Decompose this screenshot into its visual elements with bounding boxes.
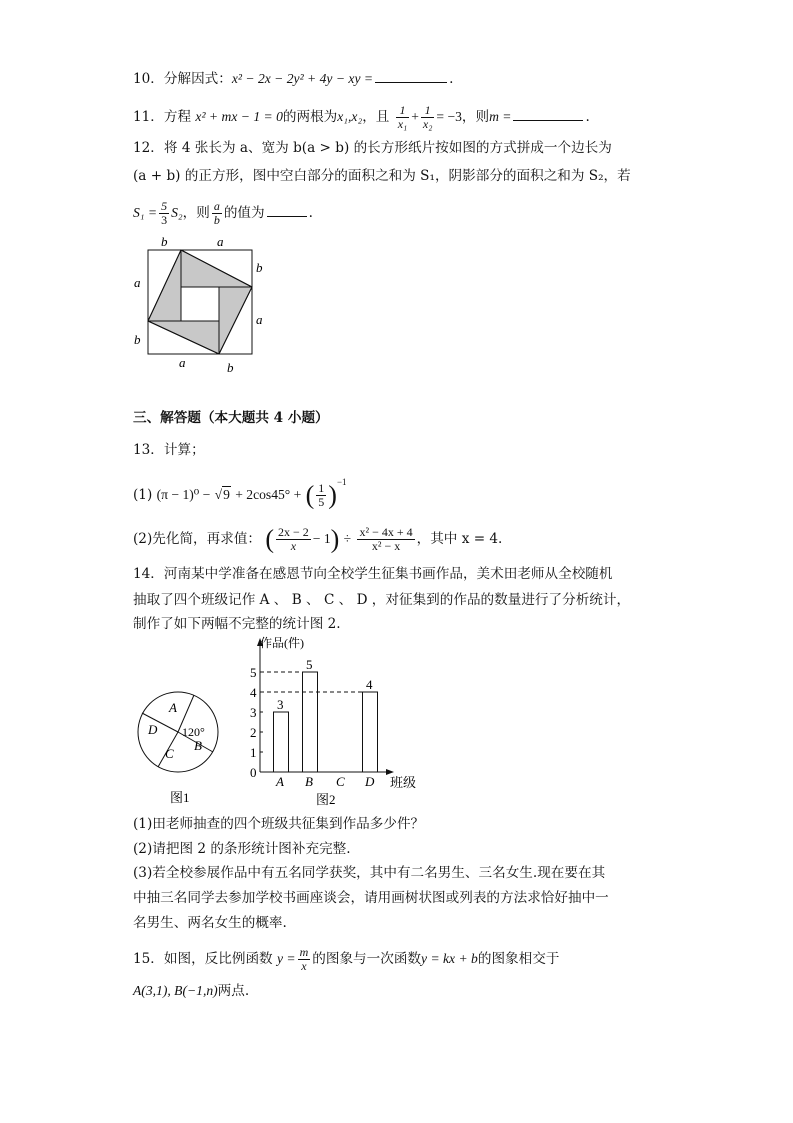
question-text: 两点. bbox=[217, 983, 250, 999]
radicand: 9 bbox=[223, 487, 230, 502]
numerator: 1 bbox=[396, 104, 410, 118]
answer-blank bbox=[513, 119, 583, 121]
label-right-b: b bbox=[256, 260, 263, 275]
section-heading: 三、解答题（本大题共 4 小题） bbox=[133, 410, 329, 426]
x-category-label: D bbox=[365, 774, 375, 789]
fraction bbox=[212, 200, 222, 227]
label-bottom-a: a bbox=[179, 355, 186, 370]
points: A(3,1), B(−1,n) bbox=[133, 983, 218, 998]
denominator: b bbox=[213, 213, 220, 228]
bar-data-label: 4 bbox=[366, 677, 373, 692]
denominator: 5 bbox=[318, 495, 325, 509]
numerator: 1 bbox=[421, 104, 435, 118]
y-ticks bbox=[250, 665, 263, 780]
label-left-b: b bbox=[134, 332, 141, 347]
paren-open: ( bbox=[265, 524, 275, 554]
label-top-a: a bbox=[217, 234, 224, 249]
question-number: 14． bbox=[133, 566, 164, 582]
question-text: ，则 bbox=[182, 205, 210, 222]
s2: S₂ bbox=[171, 205, 183, 221]
question-number: 13． bbox=[133, 442, 164, 458]
denominator: x₁ bbox=[397, 117, 408, 132]
fraction bbox=[276, 526, 311, 553]
label-bottom-b: b bbox=[227, 360, 234, 375]
blank-inner-square bbox=[181, 287, 219, 321]
pie-label-a: A bbox=[169, 700, 177, 715]
divide-sign: ÷ bbox=[343, 531, 352, 547]
fraction bbox=[421, 104, 435, 131]
expression: + 2cos45° + bbox=[235, 487, 302, 502]
question-text: (a + b) 的正方形，图中空白部分的面积之和为 S₁，阴影部分的面积之和为 S₂，若 bbox=[133, 168, 631, 184]
question-12-line-2 bbox=[133, 170, 631, 184]
question-text: ，且 bbox=[362, 109, 390, 126]
pie-angle-label: 120° bbox=[182, 725, 205, 739]
answer-blank bbox=[267, 215, 307, 217]
label-left-a: a bbox=[134, 275, 141, 290]
question-14-sub-3-line-1: (3)若全校参展作品中有五名同学获奖，其中有二名男生、三名女生.现在要在其 bbox=[133, 865, 606, 881]
question-14-sub-3-line-3: 名男生、两名女生的概率. bbox=[133, 915, 287, 931]
fraction bbox=[316, 482, 326, 509]
question-text: ，则 bbox=[461, 109, 490, 126]
question-15-line-2 bbox=[133, 984, 249, 999]
bars bbox=[260, 657, 378, 772]
answer-blank bbox=[375, 81, 447, 83]
linear-function: y = kx + b bbox=[421, 951, 478, 967]
bar bbox=[274, 712, 289, 772]
question-text: 的图象与一次函数 bbox=[312, 951, 422, 968]
paren-close: ) bbox=[330, 524, 340, 554]
question-text: 将 4 张长为 a、宽为 b(a > b) 的长方形纸片按如图的方式拼成一个边长为 bbox=[163, 140, 612, 156]
question-text: 的两根为 bbox=[282, 109, 338, 126]
figure-1-caption: 图1 bbox=[170, 790, 190, 805]
denominator: x² − x bbox=[371, 539, 401, 554]
pie-label-d: D bbox=[148, 722, 158, 737]
question-number: 11． bbox=[133, 109, 164, 126]
question-13-part-2 bbox=[133, 526, 502, 553]
paren-open: ( bbox=[305, 480, 315, 510]
question-text: ，其中 x = 4. bbox=[416, 531, 503, 548]
roots: x₁,x₂ bbox=[337, 109, 363, 125]
numerator: m bbox=[299, 945, 309, 959]
part-label: (2)先化简，再求值： bbox=[133, 531, 262, 548]
y-tick-label: 3 bbox=[250, 705, 257, 720]
bar-data-label: 5 bbox=[306, 657, 313, 672]
label-right-a: a bbox=[256, 312, 263, 327]
question-11 bbox=[133, 104, 590, 131]
x-axis-label: 班级 bbox=[390, 775, 417, 790]
question-13 bbox=[133, 444, 205, 458]
bar-data-label: 3 bbox=[277, 697, 284, 712]
x-categories bbox=[275, 774, 375, 789]
x-category-label: A bbox=[276, 774, 284, 789]
x-category-label: B bbox=[305, 774, 313, 789]
numerator: x² − 4x + 4 bbox=[359, 525, 413, 539]
question-12-line-3 bbox=[133, 200, 313, 227]
exponent: −1 bbox=[336, 477, 347, 487]
plus-sign: + bbox=[411, 109, 419, 125]
y-axis-label: 作品(件) bbox=[260, 636, 304, 650]
question-14-line-2: 抽取了四个班级记作 A 、 B 、 C 、 D ，对征集到的作品的数量进行了分析统计， bbox=[133, 592, 631, 608]
sqrt-sign: √ bbox=[214, 487, 223, 502]
question-number: 10． bbox=[133, 71, 164, 87]
question-12-line-1 bbox=[133, 142, 612, 156]
denominator: 3 bbox=[161, 213, 168, 228]
fraction bbox=[396, 104, 410, 131]
question-text: 计算； bbox=[163, 442, 205, 458]
question-15 bbox=[133, 946, 559, 973]
y-tick-label: 4 bbox=[250, 685, 257, 700]
minus-one: − 1 bbox=[312, 531, 331, 547]
pie-figure bbox=[133, 690, 223, 805]
question-14-line-1 bbox=[133, 568, 613, 582]
question-text: 如图，反比例函数 bbox=[163, 951, 273, 968]
figure-2-caption: 图2 bbox=[316, 792, 336, 807]
question-10 bbox=[133, 72, 453, 87]
bar bbox=[303, 672, 318, 772]
numerator: 5 bbox=[161, 199, 168, 213]
numerator: a bbox=[213, 199, 220, 213]
m-equals: m = bbox=[489, 109, 512, 125]
equals: = −3 bbox=[436, 109, 462, 125]
question-14-sub-1: (1)田老师抽查的四个班级共征集到作品多少件？ bbox=[133, 816, 425, 832]
question-text: 方程 bbox=[163, 109, 192, 126]
y-tick-label: 1 bbox=[250, 745, 257, 760]
y-tick-label: 0 bbox=[250, 765, 257, 780]
question-14-sub-2: (2)请把图 2 的条形统计图补充完整. bbox=[133, 841, 351, 857]
question-text: 分解因式： bbox=[163, 71, 232, 87]
question-text: 的图象相交于 bbox=[477, 951, 560, 968]
question-number: 15． bbox=[133, 951, 164, 968]
y-tick-label: 5 bbox=[250, 665, 257, 680]
bar-chart bbox=[230, 632, 440, 807]
numerator: 2x − 2 bbox=[278, 525, 309, 539]
equation: x² + mx − 1 = 0 bbox=[195, 109, 283, 125]
fraction bbox=[298, 946, 311, 973]
period: . bbox=[308, 205, 313, 222]
question-text: 河南某中学准备在感恩节向全校学生征集书画作品，美术田老师从全校随机 bbox=[163, 566, 613, 582]
s1-equals: S₁ = bbox=[133, 205, 158, 221]
period: . bbox=[585, 109, 590, 126]
denominator: x₂ bbox=[422, 117, 433, 132]
bar bbox=[363, 692, 378, 772]
x-category-label: C bbox=[336, 774, 345, 789]
paren-close: ) bbox=[328, 480, 337, 510]
question-13-part-1 bbox=[133, 478, 347, 509]
y-tick-label: 2 bbox=[250, 725, 257, 740]
period: . bbox=[449, 71, 454, 87]
question-number: 12． bbox=[133, 140, 164, 156]
square-figure bbox=[125, 234, 275, 379]
question-14-line-3: 制作了如下两幅不完整的统计图 2. bbox=[133, 616, 341, 632]
numerator: 1 bbox=[318, 480, 325, 495]
expression: (π − 1)⁰ − bbox=[156, 487, 211, 502]
label-top-b: b bbox=[161, 234, 168, 249]
fraction bbox=[159, 200, 169, 227]
fraction bbox=[357, 526, 414, 553]
part-label: (1) bbox=[133, 487, 153, 503]
pie-label-c: C bbox=[165, 746, 174, 761]
question-text: 的值为 bbox=[223, 205, 265, 222]
y-equals: y = bbox=[276, 951, 296, 967]
pie-label-b: B bbox=[194, 738, 202, 753]
question-14-sub-3-line-2: 中抽三名同学去参加学校书画座谈会，请用画树状图或列表的方法求恰好抽中一 bbox=[133, 890, 609, 906]
expression: x² − 2x − 2y² + 4y − xy = bbox=[231, 71, 374, 86]
denominator: x bbox=[290, 539, 297, 554]
denominator: x bbox=[301, 959, 307, 974]
